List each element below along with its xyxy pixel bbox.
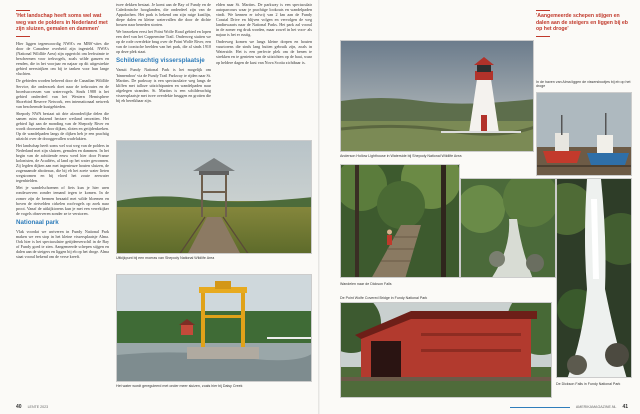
lighthouse-image [341,41,534,152]
body-text-c [116,2,211,54]
quote-rule [16,10,30,11]
section-heading: Schilderachtig vissersplaatsje [116,57,205,65]
folio-right [510,404,628,410]
paragraph: De gebieden worden beheerd door de Canadian Wildlife Service, die onderzoek doet naar de trekroutes en de broedsuccessen van watervogels. Sinds 1988 is het gebied onderdeel van het Western Hemisphere Shorebird Reserve Network, een internationaal netwerk van beschermde kustgebieden. [16,78,109,109]
paragraph: Met je wandelschoenen of fiets kun je hier uren rondzwerven zonder iemand tegen te komen. In de zomer zijn de bermen bezaaid met wilde bloemen en boven de rietvelden cirkelen roofvogels op zoek naar prooi. Vanaf de uitkijktorens kun je met een verrekijker de vogels observeren zonder ze te verstoren. [16,185,109,216]
caption-bridge: De Point Wolfe Covered Bridge in Fundy National Park [340,296,428,300]
boats-image [537,93,632,176]
paragraph: Shepody NWA bestaat uit drie afzonderlijke delen die samen ruim duizend hectare wetland omvatten. Het gebied ligt aan de monding van de Shepody River en wordt doorsneden door dijken, sloten en getijdenkreken. Op de wandelpaden langs de dijken heb je een prachtig uitzicht over de drooggevallen wadvlakten. [16,110,109,141]
bridge-image [341,303,552,398]
caption-boats: In de haven van Alma liggen de vissersbootjes bij eb op het droge [536,80,631,89]
site-label: AMERIKAMAGAZINE.NL [575,405,617,409]
page-number: 41 [622,404,628,410]
photo-lighthouse [340,40,534,152]
left-column-3 [216,2,312,136]
photo-dickson-falls [556,178,632,378]
photo-sluice [116,274,312,382]
body-text-b [16,229,109,259]
photo-forest-stream [460,178,556,278]
quote-rule [536,10,550,11]
caption-sluice: Het water wordt gereguleerd met onder meer sluizen, zoals hier bij Daisy Creek [116,384,243,388]
paragraph: We bezoeken eerst het Point Wolfe Road gebied en lopen een deel van het Coppermine Trail. Onderweg stuiten we op de rode overdekte brug over de Point Wolfe River, een van de iconische beelden van het park, die al sinds 1910 op deze plek staat. [116,29,211,55]
quote-rule [536,36,550,37]
section-heading: Nationaal park [16,218,59,226]
photo-forest-trail [340,164,460,278]
left-column-1 [16,10,109,402]
caption-tower: Uitkijkpunt bij een moeras van Shepody National Wildlife Area [116,256,215,260]
folio-left [16,404,48,410]
tower-image [117,141,312,254]
caption-falls: De Dickson Falls in Fundy National Park [556,382,621,386]
paragraph: elden naar St. Martins. De parkway is een spectaculair autoparcours waar je prachtige lookouts en wandelpaden vindt. We kennen er tolvrij van 2 km aan de Fundy Coastal Drive en blijven volgen en vervolgen de weg landinwaarts naar de National Parks. Het park zal vooral in de zomer erg druk worden, maar zowel in het voor- als najaar is het er rustig. [216,2,312,38]
photo-boats [536,92,632,176]
body-text-d [116,67,211,102]
falls-image [557,179,632,378]
sluice-image [117,275,312,382]
body-text-a [16,41,109,216]
paragraph: Hier liggen tegenwoordig NWA's en MBS'-sites die door de Canadese overheid zijn ingesteld. NWA's (National Wildlife Area) zijn opgericht om leefruimte te beschermen voor trekvogels, zoals wilde ganzen en eenden, die in het voorjaar en najaar op dit uitgestrekte gebied neerstrijken om bij te tanken voor hun lange vluchten. [16,41,109,77]
trail-image [341,165,460,278]
left-column-2 [116,2,211,136]
photo-covered-bridge [340,302,552,398]
page-number: 40 [16,404,22,410]
pull-quote-right: 'Aangemeerde schepen stijgen en dalen aan de steigers en liggen bij eb op het droge' [536,13,628,33]
pull-quote-left: 'Het landschap heeft soms wel wat weg van de polders in Nederland met zijn sluizen, gemalen en dammen' [16,13,108,33]
stream-image [461,179,556,278]
issue-label: LENTE 2023 [27,405,49,409]
paragraph: Het landschap heeft soms wel wat weg van de polders in Nederland met zijn sluizen, gemalen en dammen. In het begin van de achttiende eeuw werd hier door Franse kolonisten, de Acadiërs, al land op het water gewonnen. Zij legden dijken aan met ingenieuze houten sluizen, de zogenaamde aboiteaux, die bij eb het zoete water lieten wegstromen en bij vloed het zoute zeewater tegenhielden. [16,143,109,184]
paragraph: twee dekken bestaat. Je komt aan de Bay of Fundy en de Caledonische hooglanden, die onderdeel zijn van de Appalachen. Het park is bekend om zijn ruige kustlijn, diepe dalen en kleine watervallen die door de dichte bossen naar beneden storten. [116,2,211,28]
right-page [320,0,640,414]
folio-rule [510,407,570,408]
quote-rule [16,36,30,37]
caption-lighthouse: Anderson Hollow Lighthouse in Waterside bij Shepody National Wildlife Area [340,154,462,158]
paragraph: Onderweg komen we langs kleine dorpen en houten vuurtorens die sinds lang buiten gebruik zijn, zoals in Waterside. Het is een perfecte plek om de benen te strekken en te genieten van de uitzichten op de baai, waar op heldere dagen de kust van Nova Scotia zichtbaar is. [216,39,312,65]
body-text-e [216,2,312,65]
right-quote-block [536,10,632,80]
paragraph: Vlak voordat we arriveren in Fundy National Park maken we een stop in het kleine vissersplaatsje Alma. Ook hier is het spectaculaire getijdenverschil in de Bay of Fundy goed te zien. Aangemeerde schepen stijgen en dalen aan de steigers en liggen bij eb op het droge. Alma staat vooral bekend om de verse kreeft. [16,228,109,259]
paragraph: Vanuit Fundy National Park is het mogelijk om 'binnendoor' via de Fundy Trail Parkway te rijden naar St. Martins. De parkway is een spectaculaire weg langs de kliffen met talloze uitzichtpunten en wandelpaden naar afgelegen stranden. St. Martins is een schilderachtig vissersplaatsje met twee overdekte bruggen en grotten die bij eb bereikbaar zijn. [116,67,211,103]
photo-observation-tower [116,140,312,254]
caption-trail: Wandelen naar de Dickson Falls [340,282,392,286]
